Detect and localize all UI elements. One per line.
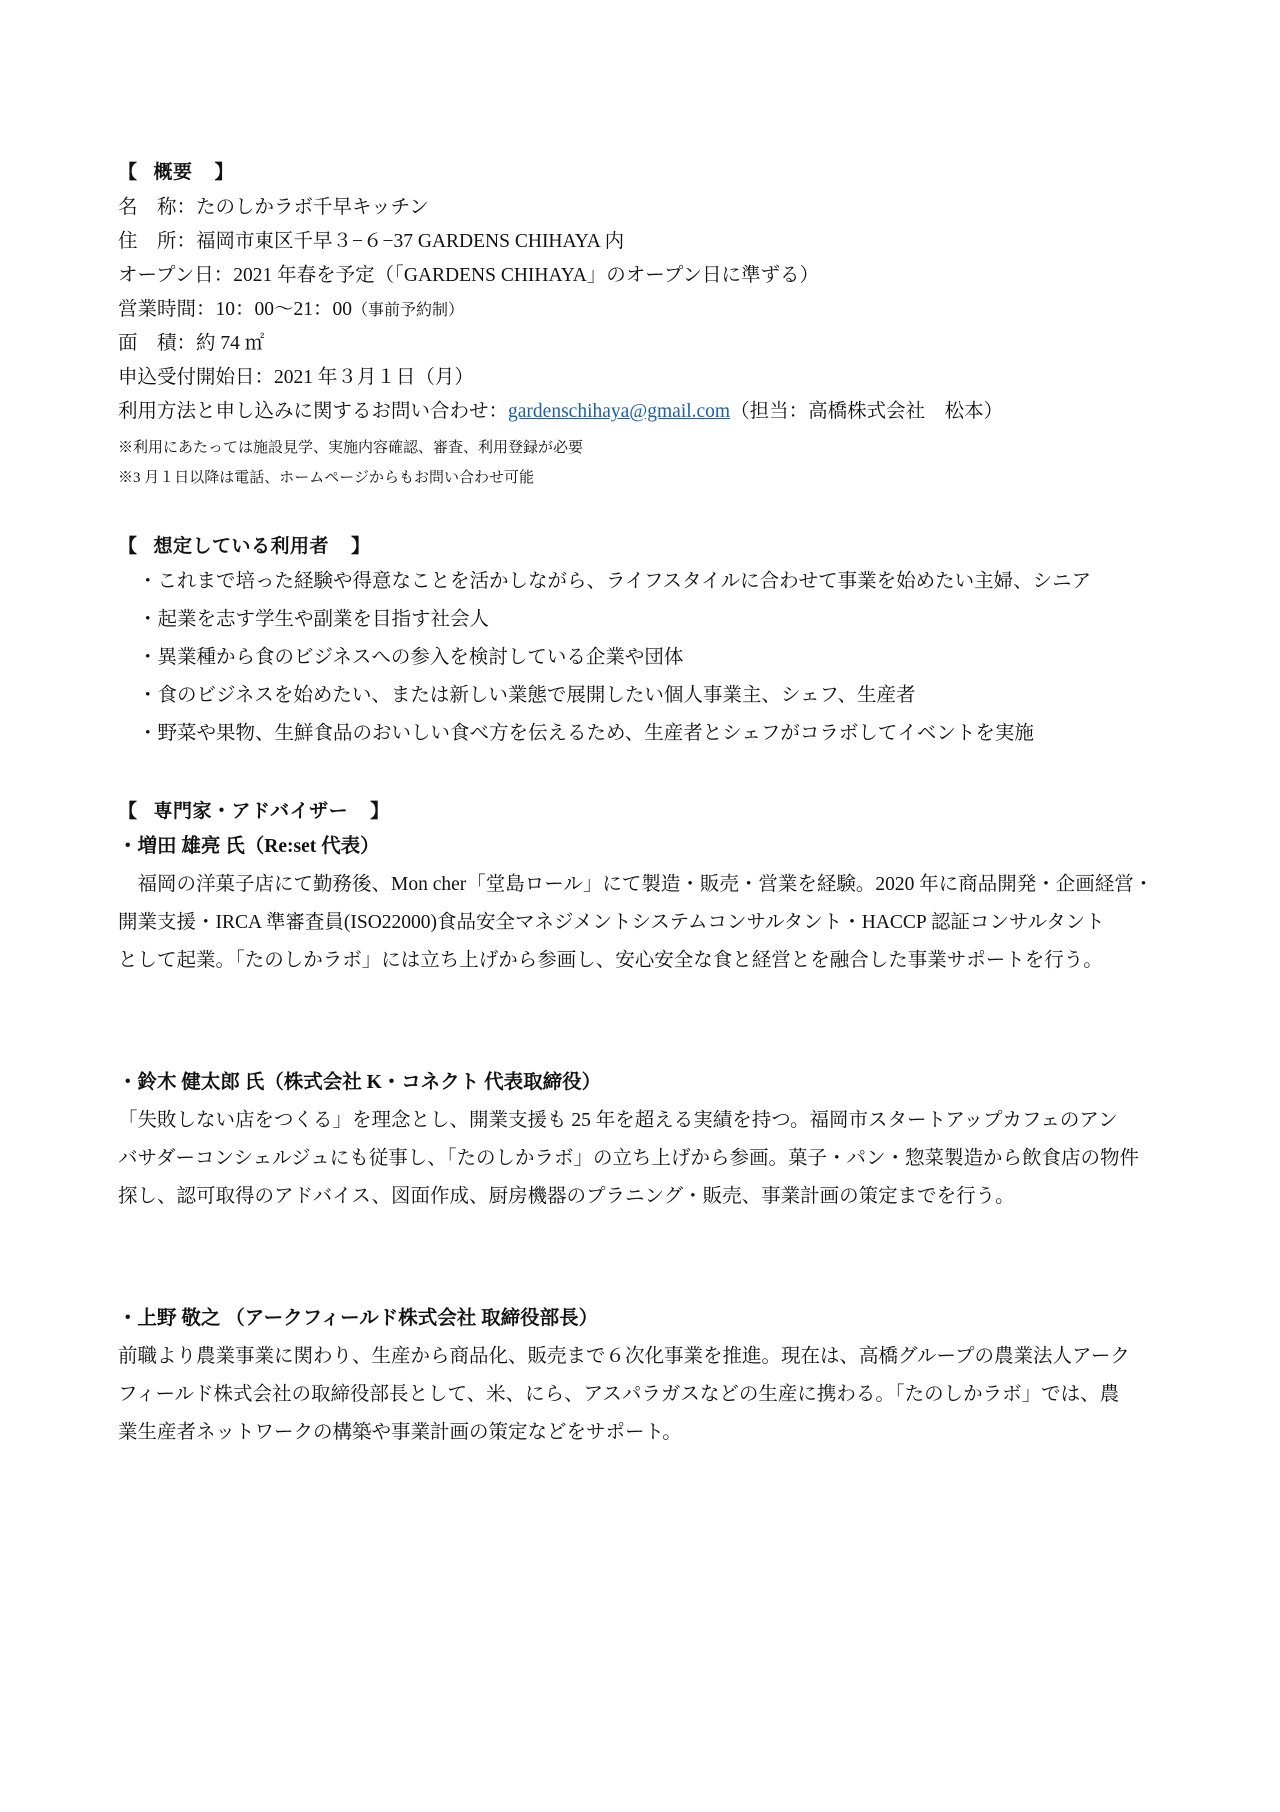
overview-item-open-date <box>118 263 819 289</box>
section-header-advisors: 【 専門家・アドバイザー 】 <box>118 801 390 822</box>
advisor-bio-line: 開業支援・IRCA 準審査員(ISO22000)食品安全マネジメントシステムコンサルタント・HACCP 認証コンサルタント <box>118 912 1105 933</box>
advisor-bio-line: バサダーコンシェルジュにも従事し、「たのしかラボ」の立ち上げから参画。菓子・パン・惣菜製造から飲食店の物件 <box>118 1148 1140 1169</box>
overview-inquiry <box>118 399 1003 425</box>
overview-item-application-start <box>118 365 474 391</box>
item-value: 福岡市東区千早３−６−37 GARDENS CHIHAYA 内 <box>196 231 625 252</box>
overview-item-hours <box>118 297 464 324</box>
item-label: 住 所： <box>118 231 197 252</box>
item-note: （事前予約制） <box>352 302 465 319</box>
advisor-name: ・増田 雄亮 氏（Re:set 代表） <box>118 836 380 857</box>
item-value: 10：00〜21：00 <box>215 299 353 320</box>
section-header-overview: 【 概要 】 <box>118 162 235 183</box>
advisor-bio-line: 探し、認可取得のアドバイス、図面作成、厨房機器のプラニング・販売、事業計画の策定までを行う。 <box>118 1186 1015 1207</box>
item-value: たのしかラボ千早キッチン <box>196 197 429 218</box>
advisor-bio-line: 業生産者ネットワークの構築や事業計画の策定などをサポート。 <box>118 1422 682 1443</box>
overview-note-1: ※利用にあたっては施設見学、実施内容確認、審査、利用登録が必要 <box>118 440 584 456</box>
item-label: 営業時間： <box>118 299 216 320</box>
target-user-item: ・野菜や果物、生鮮食品のおいしい食べ方を伝えるため、生産者とシェフがコラボしてイベントを実施 <box>138 723 1034 744</box>
advisor-bio-line: フィールド株式会社の取締役部長として、米、にら、アスパラガスなどの生産に携わる。「たのしかラボ」では、農 <box>118 1384 1120 1405</box>
advisor-name: ・鈴木 健太郎 氏（株式会社 K・コネクト 代表取締役） <box>118 1072 602 1093</box>
email-link[interactable]: gardenschihaya@gmail.com <box>508 401 731 422</box>
target-user-item: ・異業種から食のビジネスへの参入を検討している企業や団体 <box>138 647 684 668</box>
section-title: 想定している利用者 <box>153 536 330 557</box>
item-label: 申込受付開始日： <box>118 367 275 388</box>
overview-item-name <box>118 195 429 221</box>
advisor-bio-line: 前職より農業事業に関わり、生産から商品化、販売まで６次化事業を推進。現在は、高橋グループの農業法人アーク <box>118 1346 1130 1367</box>
section-title: 概要 <box>153 162 193 183</box>
overview-item-address <box>118 229 624 255</box>
advisor-bio-line: として起業。「たのしかラボ」には立ち上げから参画し、安心安全な食と経営とを融合した事業サポートを行う。 <box>118 950 1103 971</box>
section-title: 専門家・アドバイザー <box>153 801 349 822</box>
target-user-item: ・これまで培った経験や得意なことを活かしながら、ライフスタイルに合わせて事業を始めたい主婦、シニア <box>138 571 1092 592</box>
item-value: 2021 年春を予定（「GARDENS CHIHAYA」のオープン日に準ずる） <box>233 265 820 286</box>
inquiry-contact: （担当：高橋株式会社 松本） <box>730 401 1004 422</box>
item-value: 約 74 ㎡ <box>196 333 265 354</box>
item-label: オープン日： <box>118 265 234 286</box>
advisor-name: ・上野 敬之 （アークフィールド株式会社 取締役部長） <box>118 1308 599 1329</box>
inquiry-label: 利用方法と申し込みに関するお問い合わせ： <box>118 401 509 422</box>
target-user-item: ・起業を志す学生や副業を目指す社会人 <box>138 609 490 630</box>
target-user-item: ・食のビジネスを始めたい、または新しい業態で展開したい個人事業主、シェフ、生産者 <box>138 685 916 706</box>
overview-item-area <box>118 331 264 357</box>
overview-note-2: ※3 月１日以降は電話、ホームページからもお問い合わせ可能 <box>118 470 534 486</box>
item-label: 名 称： <box>118 197 197 218</box>
item-value: 2021 年３月１日（月） <box>274 367 474 388</box>
advisor-bio-line: 福岡の洋菓子店にて勤務後、Mon cher「堂島ロール」にて製造・販売・営業を経験。2020 年に商品開発・企画経営・ <box>118 874 1154 895</box>
section-header-target-users: 【 想定している利用者 】 <box>118 536 371 557</box>
advisor-bio-line: 「失敗しない店をつくる」を理念とし、開業支援も 25 年を超える実績を持つ。福岡市スタートアップカフェのアン <box>118 1110 1118 1131</box>
item-label: 面 積： <box>118 333 197 354</box>
